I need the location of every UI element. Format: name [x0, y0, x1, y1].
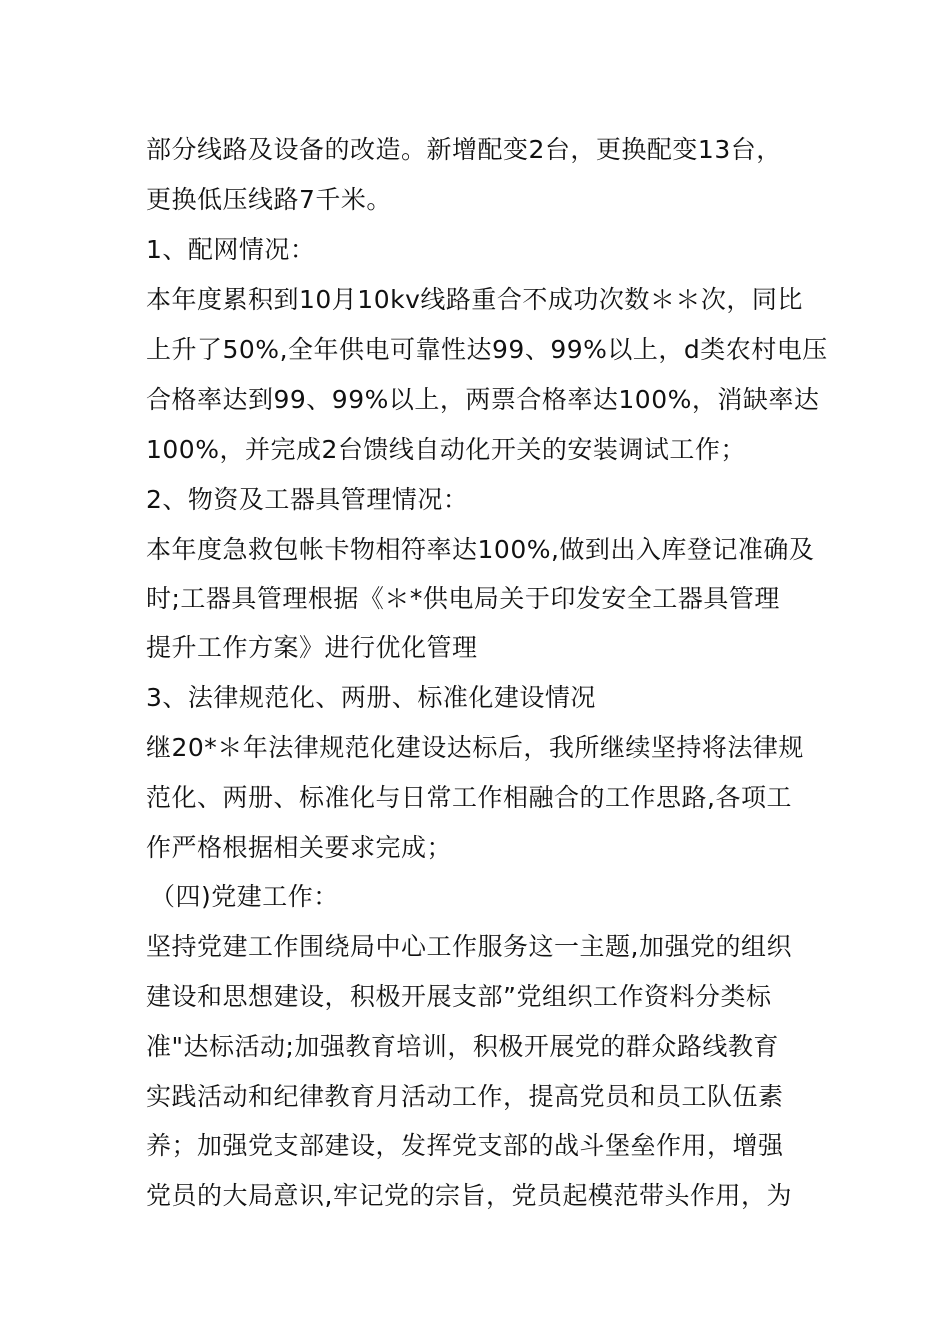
- text-line: 准"达标活动;加强教育培训，积极开展党的群众路线教育: [146, 1032, 779, 1061]
- text-line: 党员的大局意识,牢记党的宗旨，党员起模范带头作用，为: [146, 1181, 792, 1210]
- text-line: 100%，并完成2台馈线自动化开关的安装调试工作；: [146, 435, 746, 464]
- section-heading: 1、配网情况：: [146, 235, 316, 264]
- text-line: 时;工器具管理根据《＊*供电局关于印发安全工器具管理: [146, 584, 780, 613]
- text-line: 作严格根据相关要求完成；: [146, 833, 453, 862]
- text-line: 范化、两册、标准化与日常工作相融合的工作思路,各项工: [146, 783, 792, 812]
- text-line: 建设和思想建设，积极开展支部”党组织工作资料分类标: [146, 982, 772, 1011]
- text-line: 上升了50%,全年供电可靠性达99、99%以上，d类农村电压: [146, 335, 828, 364]
- section-heading: （四)党建工作：: [150, 882, 339, 911]
- text-line: 本年度急救包帐卡物相符率达100%,做到出入库登记准确及: [146, 535, 815, 564]
- text-line: 合格率达到99、99%以上，两票合格率达100%，消缺率达: [146, 385, 820, 414]
- text-line: 部分线路及设备的改造。新增配变2台，更换配变13台，: [146, 135, 782, 164]
- text-line: 继20*＊年法律规范化建设达标后，我所继续坚持将法律规: [146, 733, 804, 762]
- section-heading: 3、法律规范化、两册、标准化建设情况: [146, 683, 596, 712]
- section-heading: 2、物资及工器具管理情况：: [146, 485, 469, 514]
- text-line: 提升工作方案》进行优化管理: [146, 633, 478, 662]
- text-line: 实践活动和纪律教育月活动工作，提高党员和员工队伍素: [146, 1082, 784, 1111]
- text-line: 本年度累积到10月10kv线路重合不成功次数＊＊次，同比: [146, 285, 803, 314]
- text-line: 坚持党建工作围绕局中心工作服务这一主题,加强党的组织: [146, 932, 792, 961]
- text-line: 养；加强党支部建设，发挥党支部的战斗堡垒作用，增强: [146, 1131, 784, 1160]
- text-line: 更换低压线路7千米。: [146, 185, 392, 214]
